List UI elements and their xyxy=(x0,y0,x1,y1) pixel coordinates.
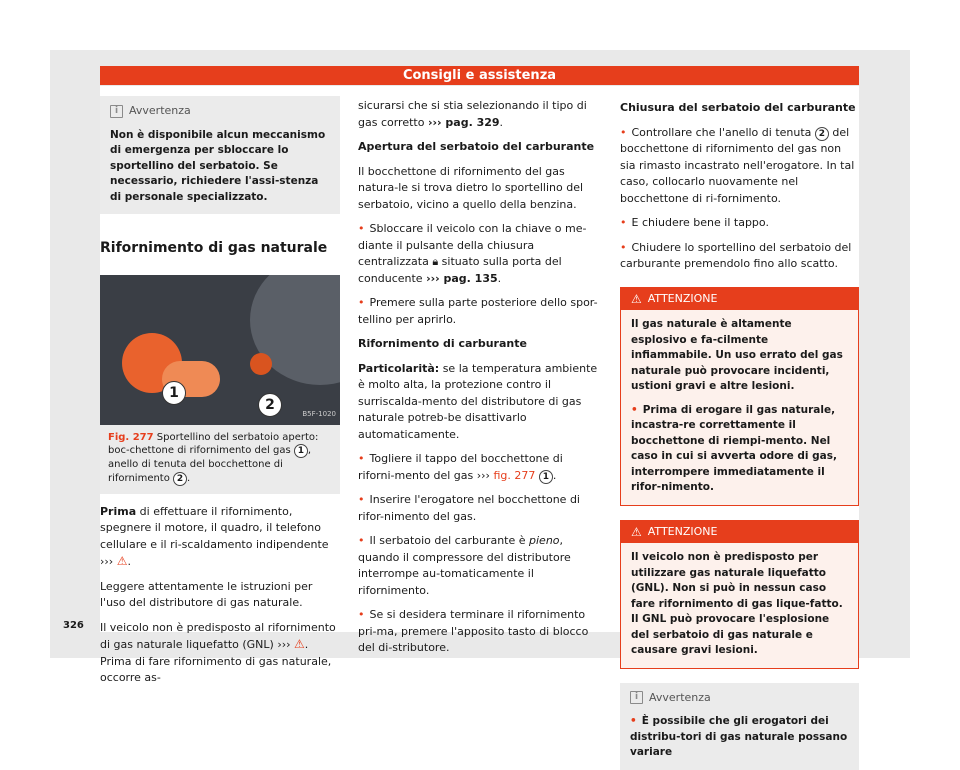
figure-link[interactable]: fig. 277 xyxy=(493,468,536,482)
list-item-text: Il serbatoio del carburante è xyxy=(369,534,530,547)
caption-text-a: Sportellino del serbatoio aperto: boc-chettone di rifornimento del gas xyxy=(108,431,319,456)
page-link[interactable]: ››› pag. 329 xyxy=(427,115,500,129)
list-item-text: del bocchettone di rifornimento del gas non sia rimasto incastrato nell'erogatore. In tal caso, collocarlo nuovamente nel bocchettone di ri-fornimento. xyxy=(620,125,855,205)
info-icon: i xyxy=(110,105,123,118)
warning-body xyxy=(621,310,858,505)
warning-icon: ⚠ xyxy=(631,291,642,306)
note-body: Non è disponibile alcun meccanismo di emergenza per sbloccare lo sportellino del serbatoio. Se necessario, richiedere l'assi-stenza di personale specializzato. xyxy=(110,128,326,203)
note-title: Avvertenza xyxy=(649,690,711,704)
figure-caption xyxy=(100,425,340,494)
list-item-text: situato sulla porta del conducente xyxy=(358,255,562,285)
note-box xyxy=(620,683,859,770)
bold-lead: Prima xyxy=(100,504,137,518)
caption-text-b: , anello di tenuta del bocchettone di rifornimento xyxy=(108,445,312,484)
list-item xyxy=(358,221,600,287)
callout-ref-2: 2 xyxy=(173,472,187,486)
page-link[interactable]: ››› pag. 135 xyxy=(426,271,498,285)
seal-ring-shape xyxy=(250,353,272,375)
column-right xyxy=(620,96,859,770)
column-left xyxy=(100,96,340,695)
list-item-text: Togliere il tappo del bocchettone di riforni-mento del gas ››› xyxy=(358,452,563,482)
warning-title: ATTENZIONE xyxy=(647,524,718,538)
warning-header xyxy=(621,521,858,544)
figure-label: Fig. 277 xyxy=(108,431,154,443)
note-box xyxy=(100,96,340,214)
list-item: • Chiudere lo sportellino del serbatoio del carburante premendolo fino allo scatto. xyxy=(620,240,859,273)
list-item-end: . xyxy=(552,468,557,482)
paragraph xyxy=(100,504,340,571)
warning-title: ATTENZIONE xyxy=(647,291,718,305)
paragraph: Il bocchettone di rifornimento del gas natura-le si trova dietro lo sportellino del serbatoio, vicino a quello della benzina. xyxy=(358,164,584,211)
list-item xyxy=(358,533,600,599)
list-item xyxy=(620,125,859,208)
paragraph-end: . xyxy=(499,115,504,129)
bold-lead: Particolarità: xyxy=(358,361,440,375)
list-item xyxy=(358,451,600,484)
figure-code: B5F-1020 xyxy=(302,410,336,418)
paragraph-text: di effettuare il rifornimento, spegnere il motore, il quadro, il telefono cellulare e il ri-scaldamento indipendente ››› xyxy=(100,504,329,568)
list-item: • Premere sulla parte posteriore dello spor-tellino per aprirlo. xyxy=(358,295,600,328)
subheading: Rifornimento di carburante xyxy=(358,337,527,350)
column-middle xyxy=(358,98,600,665)
note-title: Avvertenza xyxy=(129,104,191,117)
list-item-text: Sbloccare il veicolo con la chiave o me-diante il pulsante della chiusura centralizzata xyxy=(358,222,587,268)
paragraph-text: se la temperatura ambiente è molto alta, la protezione contro il surriscalda-mento del distributore di gas naturale potreb-be disattivarlo automaticamente. xyxy=(358,361,598,441)
paragraph xyxy=(358,361,600,444)
warning-box xyxy=(620,520,859,669)
list-item: • E chiudere bene il tappo. xyxy=(620,215,859,232)
info-icon: i xyxy=(630,691,643,704)
list-item: • Inserire l'erogatore nel bocchettone di rifor-nimento del gas. xyxy=(358,492,600,525)
list-item-text: , quando il compressore del distributore interrompe au-tomaticamente il rifornimento. xyxy=(358,534,571,597)
warning-icon: ⚠ xyxy=(116,554,128,568)
warning-icon: ⚠ xyxy=(294,637,305,651)
paragraph xyxy=(100,620,340,687)
warning-body xyxy=(621,543,858,668)
warning-box xyxy=(620,287,859,506)
note-header xyxy=(630,690,849,707)
paragraph: Leggere attentamente le istruzioni per l'uso del distributore di gas naturale. xyxy=(100,579,313,609)
warning-list-item: • Prima di erogare il gas naturale, incastra-re correttamente il bocchettone di riempi-mento. Nel caso in cui si avverta odore di gas, interrompere immediatamente il rifor-nimento. xyxy=(631,403,848,496)
warning-text: Il veicolo non è predisposto per utilizzare gas naturale liquefatto (GNL). Non si può in nessun caso fare rifornimento di gas lique-fatto. Il GNL può provocare l'esplosione del serbatoio di gas naturale e causare gravi lesioni. xyxy=(631,551,843,656)
italic-word: pieno xyxy=(529,534,560,547)
callout-ref-1: 1 xyxy=(294,444,308,458)
warning-header xyxy=(621,288,858,311)
list-item: • Se si desidera terminare il rifornimento pri-ma, premere l'apposito tasto di blocco del di-stributore. xyxy=(358,607,600,657)
subheading: Apertura del serbatoio del carburante xyxy=(358,140,595,153)
callout-1: 1 xyxy=(162,381,186,405)
note-list-item: • È possibile che gli erogatori dei distribu-tori di gas naturale possano variare xyxy=(630,714,849,761)
list-item-text: Controllare che l'anello di tenuta xyxy=(631,125,812,139)
paragraph-text: sicurarsi che si stia selezionando il tipo di gas corretto xyxy=(358,99,587,129)
callout-2: 2 xyxy=(258,393,282,417)
paragraph xyxy=(358,98,600,131)
callout-ref-2: 2 xyxy=(815,127,829,141)
paragraph-text: Il veicolo non è predisposto al rifornimento di gas naturale liquefatto (GNL) ››› xyxy=(100,620,336,651)
list-item-end: . xyxy=(497,271,502,285)
paragraph-end: . xyxy=(127,555,131,568)
callout-ref-1: 1 xyxy=(539,470,553,484)
lock-icon: 🔒︎ xyxy=(432,255,439,268)
section-header: Consigli e assistenza xyxy=(100,66,859,85)
paragraph-end: . Prima di fare rifornimento di gas naturale, occorre as- xyxy=(100,638,332,684)
warning-icon: ⚠ xyxy=(631,524,642,539)
figure-photo xyxy=(100,275,340,425)
subheading: Chiusura del serbatoio del carburante xyxy=(620,101,856,114)
page-number: 326 xyxy=(63,620,84,631)
caption-text-c: . xyxy=(187,472,191,484)
warning-text: Il gas naturale è altamente esplosivo e fa-cilmente infiammabile. Un uso errato del gas naturale può provocare incidenti, ustioni gravi e altre lesioni. xyxy=(631,318,843,392)
section-title: Rifornimento di gas naturale xyxy=(100,240,328,256)
note-header xyxy=(110,103,330,120)
